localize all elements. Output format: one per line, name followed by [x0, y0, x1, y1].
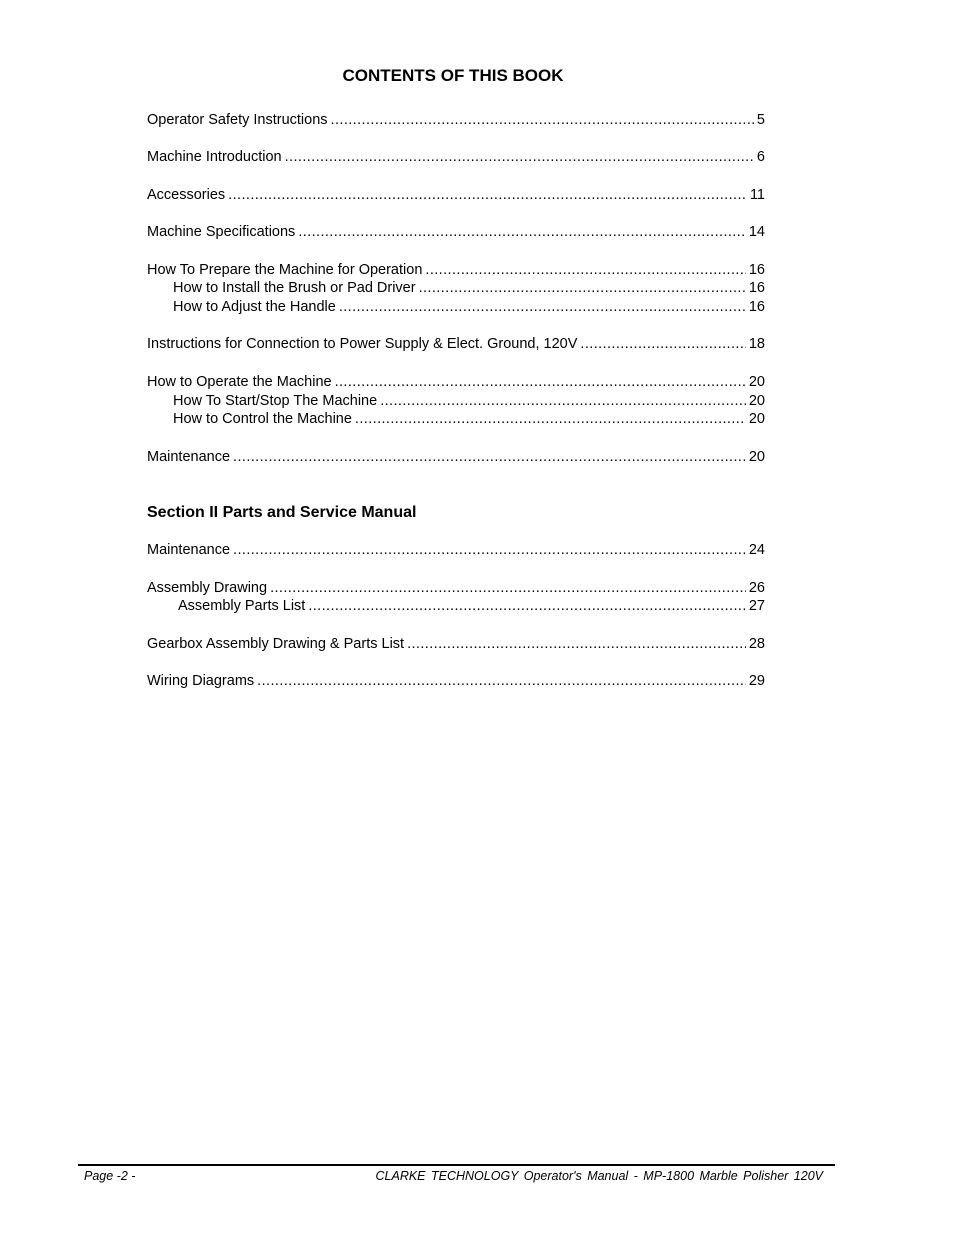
toc-entry-page: 27 [748, 598, 765, 614]
toc-subentry[interactable] [147, 598, 765, 617]
toc-entry[interactable] [147, 187, 765, 206]
toc-entry-page: 5 [756, 112, 765, 128]
toc-leader-dots [270, 580, 746, 596]
toc-entry-label: Maintenance [147, 449, 231, 465]
toc-leader-dots [308, 598, 746, 614]
footer-divider [78, 1164, 835, 1166]
toc-entry-label: How to Install the Brush or Pad Driver [173, 280, 416, 296]
toc-entry-page: 29 [748, 673, 765, 689]
toc-leader-dots [257, 673, 746, 689]
toc-entry-label: How To Prepare the Machine for Operation [147, 262, 423, 278]
section-ii-heading: Section II Parts and Service Manual [147, 504, 417, 521]
toc-entry-label: Accessories [147, 187, 226, 203]
toc-entry[interactable] [147, 224, 765, 243]
toc-entry-page: 24 [748, 542, 765, 558]
footer-page-number: Page -2 - [84, 1169, 136, 1183]
toc-entry-page: 14 [748, 224, 765, 240]
toc-entry-page: 16 [748, 299, 765, 315]
toc-entry-page: 20 [748, 449, 765, 465]
toc-leader-dots [355, 411, 746, 427]
toc-leader-dots [298, 224, 746, 240]
toc-entry-label: Machine Specifications [147, 224, 296, 240]
toc-entry-page: 16 [748, 280, 765, 296]
toc-leader-dots [339, 299, 746, 315]
toc-leader-dots [419, 280, 746, 296]
toc-leader-dots [233, 542, 746, 558]
toc-subentry[interactable] [147, 299, 765, 318]
toc-entry-label: How to Adjust the Handle [173, 299, 336, 315]
toc-entry-page: 20 [748, 411, 765, 427]
toc-subentry[interactable] [147, 280, 765, 299]
toc-leader-dots [331, 112, 754, 128]
toc-subentry[interactable] [147, 393, 765, 412]
toc-entry-page: 26 [748, 580, 765, 596]
toc-entry-page: 18 [748, 336, 765, 352]
toc-entry-label: Assembly Parts List [178, 598, 306, 614]
toc-leader-dots [380, 393, 746, 409]
toc-entry-label: Operator Safety Instructions [147, 112, 328, 128]
toc-entry[interactable] [147, 112, 765, 131]
toc-entry-label: Instructions for Connection to Power Supply & Elect. Ground, 120V [147, 336, 578, 352]
toc-leader-dots [407, 636, 746, 652]
toc-entry[interactable] [147, 149, 765, 168]
toc-leader-dots [425, 262, 745, 278]
toc-entry-label: Maintenance [147, 542, 231, 558]
toc-entry[interactable] [147, 374, 765, 393]
toc-entry[interactable] [147, 262, 765, 281]
toc-leader-dots [285, 149, 754, 165]
toc-entry-page: 11 [749, 187, 765, 203]
footer-manual-title: CLARKE TECHNOLOGY Operator's Manual - MP-1800 Marble Polisher 120V [375, 1169, 823, 1183]
toc-entry[interactable] [147, 580, 765, 599]
page-title: CONTENTS OF THIS BOOK [342, 66, 564, 85]
toc-entry-page: 28 [748, 636, 765, 652]
toc-entry[interactable] [147, 636, 765, 655]
toc-entry-label: Assembly Drawing [147, 580, 268, 596]
toc-entry[interactable] [147, 336, 765, 355]
toc-leader-dots [335, 374, 746, 390]
toc-entry[interactable] [147, 449, 765, 468]
toc-entry-page: 20 [748, 393, 765, 409]
toc-entry[interactable] [147, 542, 765, 561]
toc-entry-page: 16 [748, 262, 765, 278]
toc-entry-page: 20 [748, 374, 765, 390]
toc-leader-dots [228, 187, 747, 203]
toc-entry-label: How to Control the Machine [173, 411, 352, 427]
toc-entry[interactable] [147, 673, 765, 692]
toc-entry-label: How To Start/Stop The Machine [173, 393, 378, 409]
toc-subentry[interactable] [147, 411, 765, 430]
toc-entry-label: Gearbox Assembly Drawing & Parts List [147, 636, 405, 652]
toc-entry-label: Wiring Diagrams [147, 673, 255, 689]
toc-leader-dots [233, 449, 746, 465]
toc-leader-dots [580, 336, 745, 352]
toc-entry-label: Machine Introduction [147, 149, 282, 165]
toc-entry-page: 6 [756, 149, 765, 165]
toc-entry-label: How to Operate the Machine [147, 374, 332, 390]
